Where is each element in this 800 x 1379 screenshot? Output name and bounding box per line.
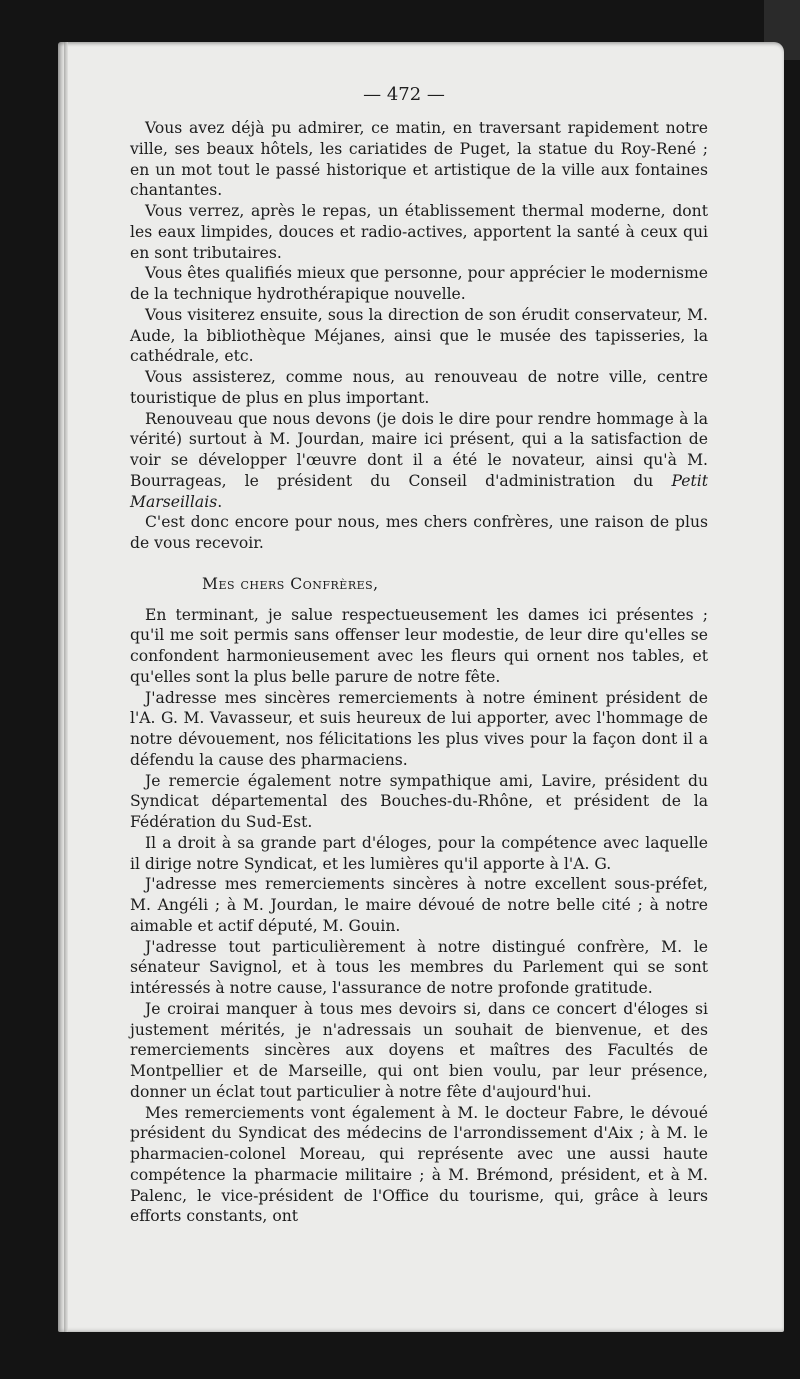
paragraph-renouveau [130, 409, 708, 513]
paragraph: Vous visiterez ensuite, sous la direction de son érudit conservateur, M. Aude, la bibliothèque Méjanes, ainsi que le musée des tapisseries, la cathédrale, etc. [130, 305, 708, 366]
page-number: — 472 — [363, 84, 445, 105]
paragraph: Mes remerciements vont également à M. le docteur Fabre, le dévoué président du Syndicat des médecins de l'arrondissement d'Aix ; à M. le pharmacien-colonel Moreau, qui représente avec une aussi haute compétence la pharmacie militaire ; à M. Brémond, président, et à M. Palenc, le vice-président de l'Office du tourisme, qui, grâce à leurs efforts constants, ont [130, 1103, 708, 1226]
paragraph: J'adresse mes sincères remerciements à notre éminent président de l'A. G. M. Vavasseur, et suis heureux de lui apporter, avec l'hommage de notre dévouement, nos félicitations les plus vives pour la façon dont il a défendu la cause des pharmaciens. [130, 688, 708, 769]
paragraph: C'est donc encore pour nous, mes chers confrères, une raison de plus de vous recevoir. [130, 513, 708, 552]
paragraph: Je remercie également notre sympathique ami, Lavire, président du Syndicat départemental des Bouches-du-Rhône, et président de la Fédération du Sud-Est. [130, 771, 708, 831]
newspaper-title: Petit Marseillais [130, 471, 708, 511]
body-text [130, 118, 708, 1227]
paragraph: Je croirai manquer à tous mes devoirs si, dans ce concert d'éloges si justement mérités, je n'adressais un souhait de bienvenue, et des remerciements sincères aux doyens et maîtres des Facultés de Montpellier et de Marseille, qui ont bien voulu, par leur présence, donner un éclat tout particulier à notre fête d'aujourd'hui. [130, 999, 708, 1101]
paragraph: Vous assisterez, comme nous, au renouveau de notre ville, centre touristique de plus en plus important. [130, 368, 708, 407]
paragraph: J'adresse mes remerciements sincères à notre excellent sous-préfet, M. Angéli ; à M. Jourdan, le maire dévoué de notre belle cité ; à notre aimable et actif député, M. Gouin. [130, 875, 708, 935]
paragraph-text: Renouveau que nous devons (je dois le dire pour rendre hommage à la vérité) surtout à M. Jourdan, maire ici présent, qui a la satisfaction de voir se développer l'œuvre dont il a été le novateur, ainsi qu'à M. Bourrageas, le président du Conseil d'administration du [130, 409, 708, 490]
paragraph: En terminant, je salue respectueusement les dames ici présentes ; qu'il me soit permis sans offenser leur modestie, de leur dire qu'elles se confondent harmonieusement avec les fleurs qui ornent nos tables, et qu'elles sont la plus belle parure de notre fête. [130, 605, 708, 686]
paragraph: Vous verrez, après le repas, un établissement thermal moderne, dont les eaux limpides, douces et radio-actives, apportent la santé à ceux qui en sont tributaires. [130, 202, 708, 262]
paragraph: Vous avez déjà pu admirer, ce matin, en traversant rapidement notre ville, ses beaux hôtels, les cariatides de Puget, la statue du Roy-René ; en un mot tout le passé historique et artistique de la ville aux fontaines chantantes. [130, 119, 708, 200]
paragraph: J'adresse tout particulièrement à notre distingué confrère, M. le sénateur Savignol, et à tous les membres du Parlement qui se sont intéressés à notre cause, l'assurance de notre profonde gratitude. [130, 937, 708, 997]
paragraph: Vous êtes qualifiés mieux que personne, pour apprécier le modernisme de la technique hydrothérapique nouvelle. [130, 264, 708, 303]
paragraph: Il a droit à sa grande part d'éloges, pour la compétence avec laquelle il dirige notre Syndicat, et les lumières qu'il apporte à l'A. G. [130, 833, 708, 873]
salutation-heading: Mes chers Confrères, [202, 574, 379, 593]
paragraph-text: . [217, 492, 223, 511]
